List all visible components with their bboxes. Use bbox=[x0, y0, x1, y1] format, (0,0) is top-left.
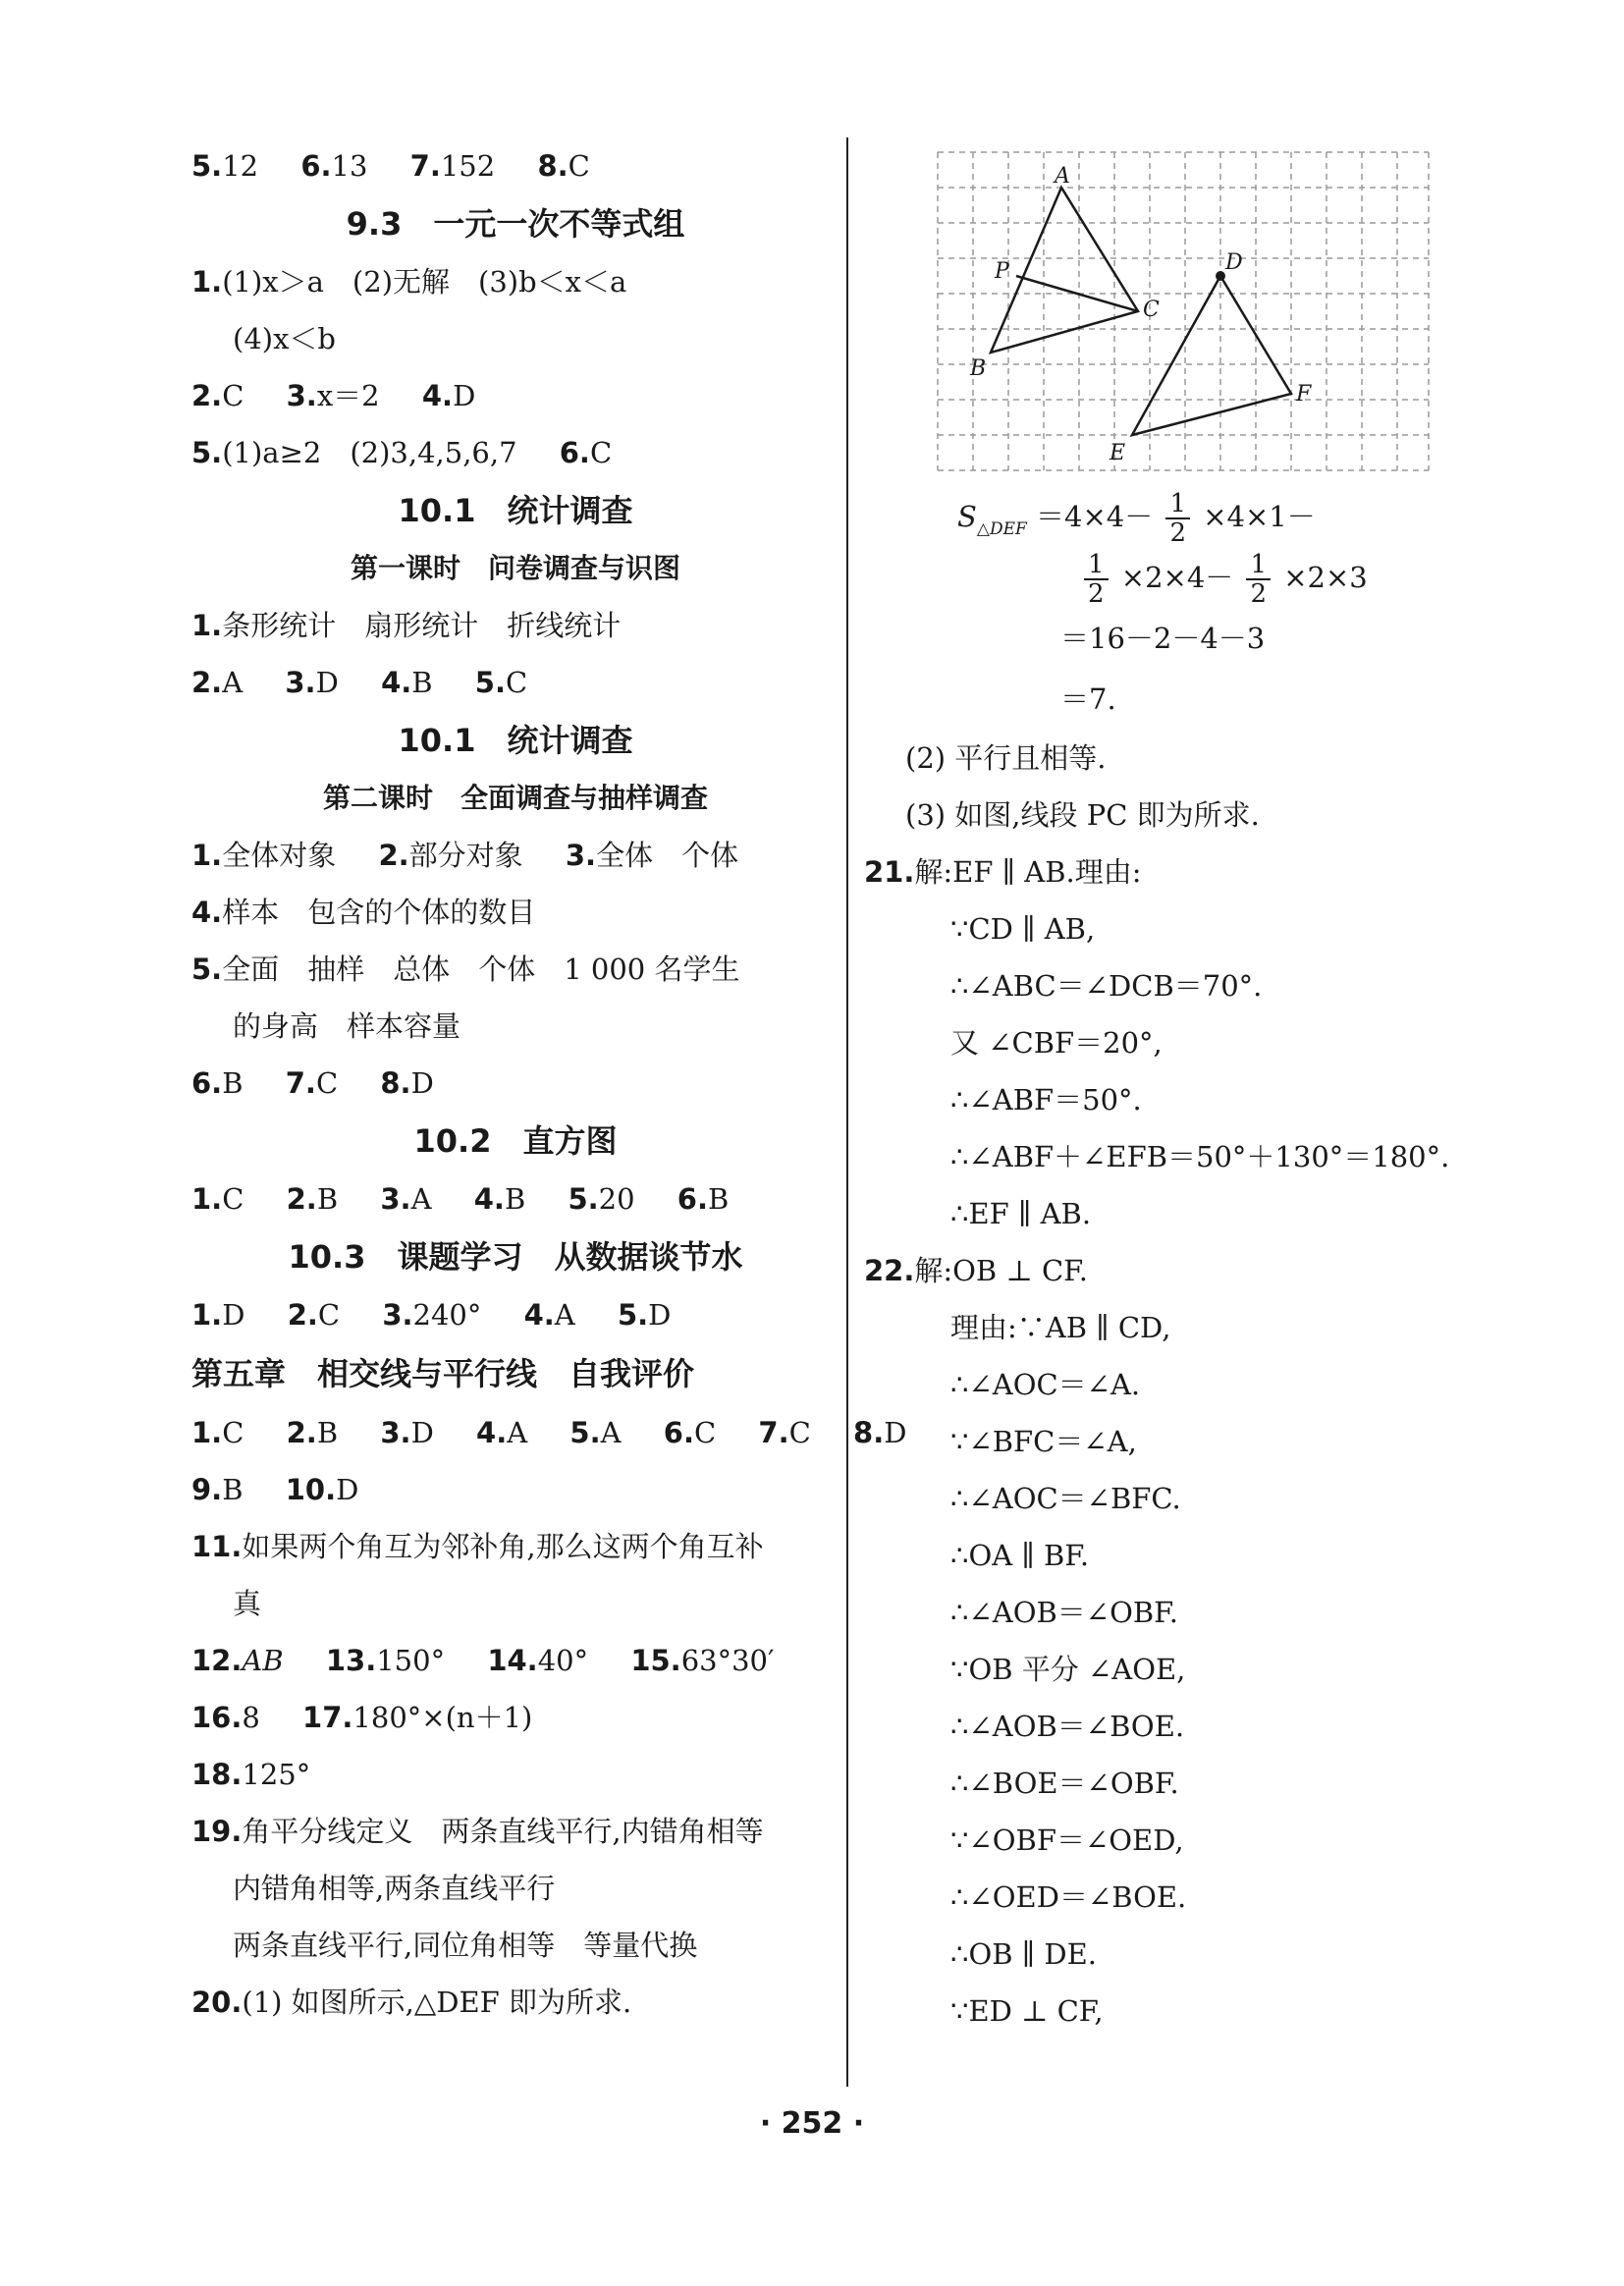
proof-line: ∵CD ∥ AB, bbox=[950, 912, 1096, 946]
label-f: F bbox=[1296, 382, 1312, 407]
answer-line: 11.如果两个角互为邻补角,那么这两个角互补 bbox=[191, 1530, 764, 1563]
proof-line: ∴∠AOC＝∠A. bbox=[950, 1368, 1141, 1401]
right-column bbox=[864, 147, 1532, 2040]
label-b: B bbox=[970, 356, 987, 381]
answer-line: 16.8 17.180°×(n＋1) bbox=[191, 1701, 533, 1734]
triangle-abc bbox=[991, 188, 1138, 353]
section-heading: 10.3 课题学习 从数据谈节水 bbox=[288, 1238, 743, 1276]
proof-line: ∴OB ∥ DE. bbox=[950, 1937, 1098, 1971]
answer-line: 5.(1)a≥2 (2)3,4,5,6,7 6.C bbox=[191, 436, 613, 469]
answer-line: 真 bbox=[233, 1587, 262, 1620]
answer-line: 22.解:OB ⊥ CF. bbox=[864, 1254, 1088, 1287]
proof-line: ∴∠BOE＝∠OBF. bbox=[950, 1767, 1179, 1800]
proof-line: ∴∠ABF＝50°. bbox=[950, 1083, 1142, 1116]
section-heading: 9.3 一元一次不等式组 bbox=[346, 205, 685, 243]
answer-line: 6.B 7.C 8.D bbox=[191, 1066, 434, 1100]
fraction: $\frac{1}{2}$ bbox=[1084, 551, 1109, 608]
label-c: C bbox=[1143, 298, 1160, 322]
proof-line: ∴∠AOB＝∠BOE. bbox=[950, 1710, 1185, 1743]
proof-line: 理由:∵AB ∥ CD, bbox=[950, 1311, 1171, 1344]
area-formula-line: $\frac{1}{2}$ ×2×4－ $\frac{1}{2}$ ×2×3 bbox=[864, 547, 1532, 608]
proof-line: ∴OA ∥ BF. bbox=[950, 1539, 1090, 1572]
label-d: D bbox=[1225, 250, 1243, 275]
area-formula-line: ＝7. bbox=[1060, 682, 1116, 716]
answer-line: 2.C 3.x＝2 4.D bbox=[191, 379, 476, 412]
proof-line: ∴∠OED＝∠BOE. bbox=[950, 1880, 1187, 1914]
label-p: P bbox=[995, 259, 1009, 284]
column-divider bbox=[846, 137, 848, 2087]
answer-line: 1.全体对象 2.部分对象 3.全体 个体 bbox=[191, 839, 739, 872]
area-formula-line: $S_{\triangle DEF} =4\times 4-$ $\frac{1}{2}$ ×4×1－ bbox=[957, 489, 1316, 548]
proof-line: ∴∠ABF＋∠EFB＝50°＋130°＝180°. bbox=[950, 1140, 1450, 1173]
answer-line: 1.D 2.C 3.240° 4.A 5.D bbox=[191, 1298, 672, 1332]
page-number: · 252 · bbox=[759, 2106, 865, 2141]
section-heading: 10.1 统计调查 bbox=[398, 722, 633, 759]
answer-line: 19.角平分线定义 两条直线平行,内错角相等 bbox=[191, 1815, 764, 1848]
answer-line: 18.125° bbox=[191, 1758, 311, 1791]
label-e: E bbox=[1110, 441, 1126, 465]
answer-line: 1.条形统计 扇形统计 折线统计 bbox=[191, 609, 622, 642]
answer-line: 内错角相等,两条直线平行 bbox=[233, 1872, 556, 1905]
answer-line: (4)x＜b bbox=[233, 322, 336, 355]
proof-line: ∵OB 平分 ∠AOE, bbox=[950, 1653, 1186, 1686]
answer-line: 的身高 样本容量 bbox=[233, 1009, 461, 1043]
section-heading: 10.2 直方图 bbox=[413, 1122, 618, 1160]
proof-line: ∵∠OBF＝∠OED, bbox=[950, 1823, 1184, 1857]
answer-line: 5.12 6.13 7.152 8.C bbox=[191, 149, 590, 183]
proof-line: ∵ED ⊥ CF, bbox=[950, 1994, 1104, 2028]
answer-line: 1.C 2.B 3.A 4.B 5.20 6.B bbox=[191, 1182, 730, 1216]
proof-line: ∴EF ∥ AB. bbox=[950, 1197, 1092, 1230]
answer-line: 21.解:EF ∥ AB.理由: bbox=[864, 855, 1142, 889]
subsection-heading: 第二课时 全面调查与抽样调查 bbox=[322, 782, 708, 814]
answer-line: (2) 平行且相等. bbox=[905, 741, 1107, 775]
fraction: $\frac{1}{2}$ bbox=[1246, 551, 1271, 608]
proof-line: ∴∠ABC＝∠DCB＝70°. bbox=[950, 969, 1263, 1003]
proof-line: 又 ∠CBF＝20°, bbox=[950, 1026, 1163, 1060]
area-formula-line: ＝16－2－4－3 bbox=[1060, 622, 1266, 655]
answer-line: 4.样本 包含的个体的数目 bbox=[191, 896, 536, 929]
left-column bbox=[191, 137, 907, 2031]
answer-line: 12.AB 13.150° 14.40° 15.63°30′ bbox=[191, 1644, 775, 1677]
chapter-heading: 第五章 相交线与平行线 自我评价 bbox=[191, 1355, 695, 1392]
proof-line: ∵∠BFC＝∠A, bbox=[950, 1425, 1137, 1458]
answer-line: 两条直线平行,同位角相等 等量代换 bbox=[233, 1929, 698, 1962]
section-heading: 10.1 统计调查 bbox=[398, 492, 633, 529]
proof-line: ∴∠AOB＝∠OBF. bbox=[950, 1596, 1178, 1629]
answer-line: 20.(1) 如图所示,△DEF 即为所求. bbox=[191, 1986, 632, 2019]
answer-line: 9.B 10.D bbox=[191, 1473, 359, 1506]
label-a: A bbox=[1055, 164, 1070, 189]
triangle-grid-diagram bbox=[933, 147, 1434, 476]
answer-line: (3) 如图,线段 PC 即为所求. bbox=[905, 798, 1260, 832]
subsection-heading: 第一课时 问卷调查与识图 bbox=[350, 552, 680, 584]
grid-figure bbox=[933, 147, 1434, 476]
answer-line: 2.A 3.D 4.B 5.C bbox=[191, 666, 528, 699]
point-d bbox=[1216, 271, 1225, 281]
proof-line: ∴∠AOC＝∠BFC. bbox=[950, 1482, 1181, 1515]
answer-line: 5.全面 抽样 总体 个体 1 000 名学生 bbox=[191, 952, 740, 986]
answer-line: 1.C 2.B 3.D 4.A 5.A 6.C 7.C 8.D bbox=[191, 1416, 907, 1449]
answer-line: 1.(1)x＞a (2)无解 (3)b＜x＜a bbox=[191, 265, 627, 299]
fraction: $\frac{1}{2}$ bbox=[1165, 490, 1190, 547]
